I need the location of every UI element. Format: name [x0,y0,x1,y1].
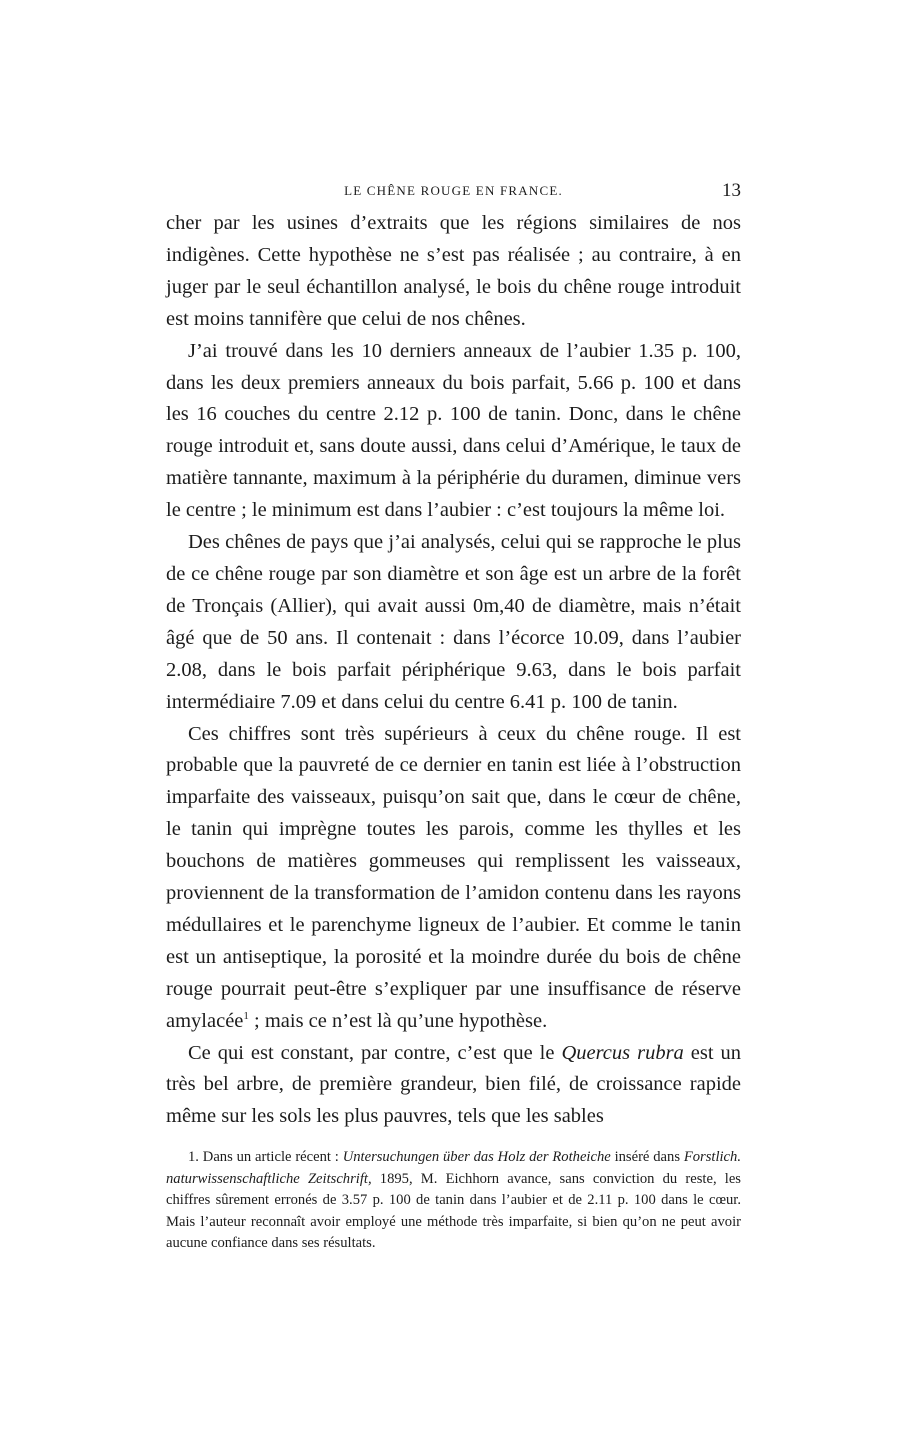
footnote-text: inséré dans [610,1149,684,1165]
paragraph-text: Ces chiffres sont très supérieurs à ceux du chêne rouge. Il est probable que la pauvreté de ce dernier en tanin est liée à l’obstruction imparfaite des vaisseaux, puisqu’on sait que, dans le cœur de chêne, le tanin qui imprègne toutes les parois, comme les thylles et les bouchons de matières gommeuses qui remplissent les vaisseaux, proviennent de la transformation de l’amidon contenu dans les rayons médullaires et le parenchyme ligneux de l’aubier. Et comme le tanin est un antiseptique, la porosité et la moindre durée du bois de chêne rouge pourrait peut-être s’expliquer par une insuffisance de réserve amylacée [166,722,741,1032]
footnote-article-title: Untersuchungen über das Holz der Rotheiche [342,1149,611,1165]
footnote-journal-title: Forstlich. naturwissenschaftliche Zeitschrift, [166,1149,741,1187]
footnote [166,1147,741,1255]
footnote-text: Dans un article récent : [198,1149,343,1165]
paragraph-aubier-analysis: J’ai trouvé dans les 10 derniers anneaux de l’aubier 1.35 p. 100, dans les deux premiers anneaux du bois parfait, 5.66 p. 100 et dans les 16 couches du centre 2.12 p. 100 de tanin. Donc, dans le chêne rouge introduit et, sans doute aussi, dans celui d’Amérique, le taux de matière tannante, maximum à la périphérie du duramen, diminue vers le centre ; le minimum est dans l’aubier : c’est toujours la même loi. [166,339,741,522]
paragraph-quercus-rubra [166,1038,741,1134]
body-text [166,208,741,1133]
page-number: 13 [722,180,741,201]
footnote-text: 1895, M. Eichhorn avance, sans conviction du reste, les chiffres sûrement erronés de 3.57 p. 100 de tanin dans l’aubier et de 2.11 p. 100 dans le cœur. Mais l’auteur reconnaît avoir employé une méthode très imparfaite, si bien qu’on ne peut avoir aucune confiance dans ses résultats. [166,1170,741,1251]
paragraph-troncais-comparison: Des chênes de pays que j’ai analysés, celui qui se rapproche le plus de ce chêne rouge par son diamètre et son âge est un arbre de la forêt de Tronçais (Allier), qui avait aussi 0m,40 de diamètre, mais n’était âgé que de 50 ans. Il contenait : dans l’écorce 10.09, dans l’aubier 2.08, dans le bois parfait périphérique 9.63, dans le bois parfait intermédiaire 7.09 et dans celui du centre 6.41 p. 100 de tanin. [166,531,741,713]
running-head [166,181,741,203]
paragraph-tanin-hypothesis [166,719,741,1038]
species-name: Quercus rubra [561,1041,684,1064]
footnote-reference: 1 [243,1009,249,1022]
paragraph-text: Ce qui est constant, par contre, c’est que le [188,1041,562,1064]
paragraph-text: ; mais ce n’est là qu’une hypothèse. [248,1009,548,1032]
footnote-number: 1. [188,1149,199,1165]
paragraph-text: est un très bel arbre, de première grandeur, bien filé, de croissance rapide même sur les sols les plus pauvres, tels que les sables [166,1041,742,1128]
paragraph-continuation: cher par les usines d’extraits que les régions similaires de nos indigènes. Cette hypothèse ne s’est pas réalisée ; au contraire, à en juger par le seul échantillon analysé, le bois du chêne rouge introduit est moins tannifère que celui de nos chênes. [166,212,741,330]
running-title: LE CHÊNE ROUGE EN FRANCE. [344,183,563,198]
